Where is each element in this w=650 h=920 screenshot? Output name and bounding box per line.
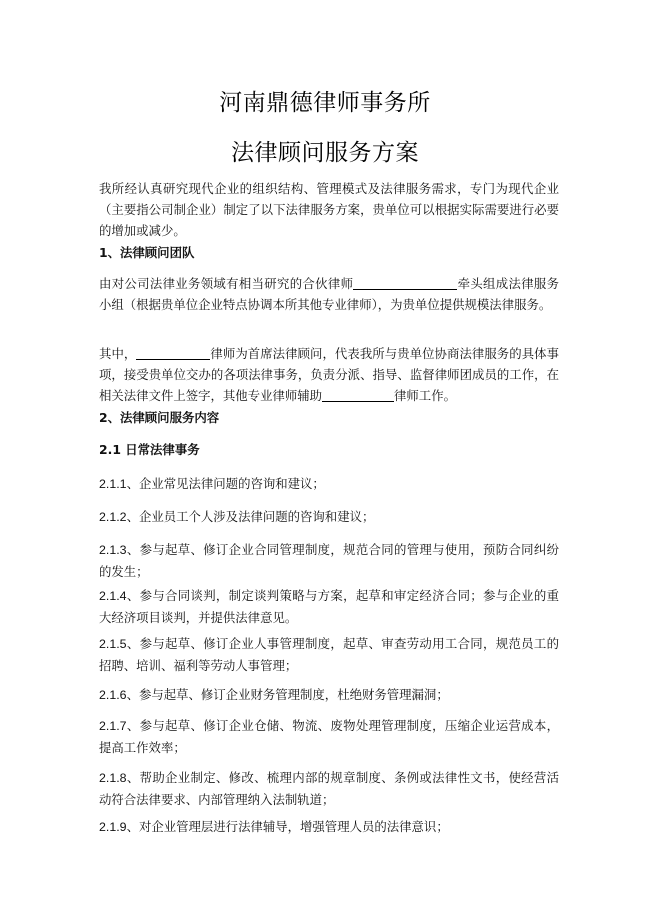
chief-counsel-paragraph bbox=[99, 343, 559, 406]
item-number: 2.1.3 bbox=[99, 543, 127, 557]
intro-paragraph: 我所经认真研究现代企业的组织结构、管理模式及法律服务需求，专门为现代企业（主要指公司制企业）制定了以下法律服务方案，贵单位可以根据实际需要进行必要的增加或减少。 bbox=[99, 181, 559, 238]
item-text: 、参与合同谈判，制定谈判策略与方案，起草和审定经济合同；参与企业的重大经济项目谈判，并提供法律意见。 bbox=[99, 588, 559, 625]
item-text: 、对企业管理层进行法律辅导，增强管理人员的法律意识； bbox=[126, 819, 449, 834]
chief-counsel-text: 律师为首席法律顾问，代表我所与贵单位协商法律服务的具体事项，接受贵单位交办的各项法律事务，负责分派、指导、监督律师团成员的工作，在相关法律文件上签字，其他专业律师辅助 bbox=[99, 346, 560, 403]
partner-name-blank bbox=[353, 276, 457, 290]
item-text: 、企业员工个人涉及法律问题的咨询和建议； bbox=[126, 509, 375, 524]
item-number: 2.1.7 bbox=[99, 719, 127, 733]
team-paragraph-tail: 牵头组成法律服务小组（根据贵单位企业特点协调本所其他专业律师），为贵单位提供规模法律服务。 bbox=[99, 276, 560, 312]
list-item bbox=[99, 506, 559, 528]
item-text: 、参与起草、修订企业人事管理制度，起草、审查劳动用工合同，规范员工的招聘、培训、福利等劳动人事管理； bbox=[99, 636, 559, 673]
team-paragraph bbox=[99, 273, 559, 315]
item-text: 、企业常见法律问题的咨询和建议； bbox=[126, 476, 325, 491]
list-item bbox=[99, 539, 559, 582]
item-number: 2.1.2 bbox=[99, 510, 127, 524]
list-item bbox=[99, 633, 559, 676]
firm-name: 河南鼎德律师事务所 bbox=[219, 90, 431, 116]
document-title: 法律顾问服务方案 bbox=[231, 140, 419, 166]
item-number: 2.1.6 bbox=[99, 688, 127, 702]
list-item bbox=[99, 767, 559, 810]
item-number: 2.1.1 bbox=[99, 477, 127, 491]
section-2-heading: 2、法律顾问服务内容 bbox=[99, 410, 220, 425]
section-1-heading: 1、法律顾问团队 bbox=[99, 245, 195, 260]
list-item bbox=[99, 816, 559, 838]
item-number: 2.1.9 bbox=[99, 820, 127, 834]
chief-counsel-blank bbox=[136, 346, 210, 360]
list-item bbox=[99, 715, 559, 758]
list-item bbox=[99, 585, 559, 628]
list-item bbox=[99, 473, 559, 495]
section-2-1-heading: 2.1 日常法律事务 bbox=[99, 442, 200, 457]
list-item bbox=[99, 684, 559, 706]
item-number: 2.1.8 bbox=[99, 771, 127, 785]
item-text: 、参与起草、修订企业仓储、物流、废物处理管理制度，压缩企业运营成本，提高工作效率； bbox=[99, 718, 559, 755]
assistant-counsel-blank bbox=[322, 388, 394, 402]
item-text: 、参与起草、修订企业财务管理制度，杜绝财务管理漏洞； bbox=[126, 687, 449, 702]
item-text: 、帮助企业制定、修改、梳理内部的规章制度、条例或法律性文书，使经营活动符合法律要求、内部管理纳入法制轨道； bbox=[99, 770, 559, 807]
chief-counsel-prefix: 其中， bbox=[99, 346, 137, 361]
item-number: 2.1.4 bbox=[99, 589, 127, 603]
item-number: 2.1.5 bbox=[99, 637, 127, 651]
chief-counsel-suffix: 律师工作。 bbox=[394, 388, 456, 403]
item-text: 、参与起草、修订企业合同管理制度，规范合同的管理与使用，预防合同纠纷的发生； bbox=[99, 542, 559, 579]
team-paragraph-lead: 由对公司法律业务领域有相当研究的合伙律师 bbox=[99, 276, 354, 291]
